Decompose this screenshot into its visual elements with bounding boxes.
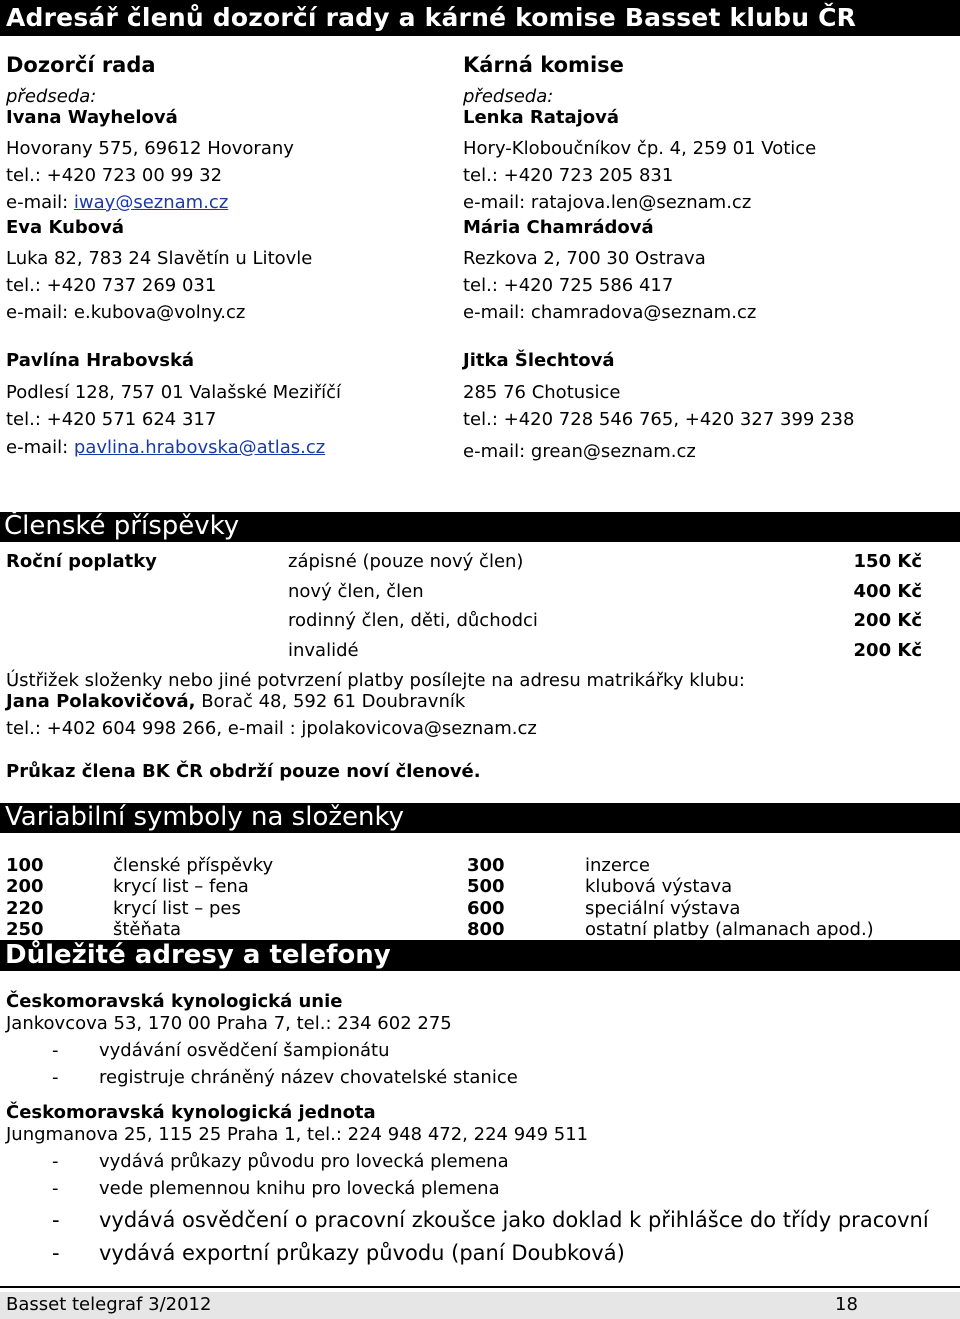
addresses-heading: Důležité adresy a telefony xyxy=(5,940,391,970)
page-title-text: Adresář členů dozorčí rady a kárné komise Basset klubu ČR xyxy=(6,3,857,32)
fee-price: 150 Kč xyxy=(853,551,922,572)
fees-note-address xyxy=(6,691,465,712)
org-cmku-item: vydávání osvědčení šampionátu xyxy=(99,1040,390,1061)
karna-member2-phone: tel.: +420 725 586 417 xyxy=(463,275,674,296)
registrar-address: Borač 48, 592 61 Doubravník xyxy=(195,691,466,712)
dozorci-chair-email-link[interactable]: iway@seznam.cz xyxy=(73,192,229,213)
vs-heading: Variabilní symboly na složenky xyxy=(5,802,405,832)
fees-note-contact: tel.: +402 604 998 266, e-mail : jpolakovicova@seznam.cz xyxy=(6,718,537,739)
org-cmkj-item: vydává osvědčení o pracovní zkoušce jako doklad k přihlášce do třídy pracovní xyxy=(99,1208,929,1232)
vs-code: 200 xyxy=(6,876,44,897)
org-cmkj-address: Jungmanova 25, 115 25 Praha 1, tel.: 224 948 472, 224 949 511 xyxy=(6,1124,589,1145)
dozorci-chair-name: Ivana Wayhelová xyxy=(6,107,178,128)
page-footer xyxy=(0,1292,960,1319)
karna-chair-label: předseda: xyxy=(463,86,554,107)
karna-member3-name: Jitka Šlechtová xyxy=(463,350,615,371)
org-cmkj-item: vede plemennou knihu pro lovecká plemena xyxy=(99,1178,500,1199)
dozorci-member3-name: Pavlína Hrabovská xyxy=(6,350,195,371)
fees-label: Roční poplatky xyxy=(6,551,157,572)
fees-note-payment: Ústřižek složenky nebo jiné potvrzení platby posílejte na adresu matrikářky klubu: xyxy=(6,670,745,691)
footer-publication: Basset telegraf 3/2012 xyxy=(6,1294,212,1315)
vs-code: 800 xyxy=(467,919,505,940)
org-cmkj-name: Českomoravská kynologická jednota xyxy=(6,1102,376,1123)
dozorci-heading: Dozorčí rada xyxy=(6,53,156,77)
fee-item: nový člen, člen xyxy=(288,581,424,602)
bullet-dash: - xyxy=(52,1241,60,1265)
karna-chair-name: Lenka Ratajová xyxy=(463,107,620,128)
dozorci-chair-address: Hovorany 575, 69612 Hovorany xyxy=(6,138,294,159)
bullet-dash: - xyxy=(52,1178,59,1199)
email-prefix: e-mail: xyxy=(6,437,74,458)
dozorci-member2-address: Luka 82, 783 24 Slavětín u Litovle xyxy=(6,248,313,269)
fee-price: 200 Kč xyxy=(853,640,922,661)
dozorci-member2-phone: tel.: +420 737 269 031 xyxy=(6,275,217,296)
vs-code: 100 xyxy=(6,855,44,876)
karna-heading: Kárná komise xyxy=(463,53,624,77)
karna-chair-email: e-mail: ratajova.len@seznam.cz xyxy=(463,192,752,213)
vs-label: členské příspěvky xyxy=(113,855,274,876)
vs-code: 220 xyxy=(6,898,44,919)
org-cmkj-item: vydává průkazy původu pro lovecká plemena xyxy=(99,1151,509,1172)
vs-label: krycí list – pes xyxy=(113,898,241,919)
footer-divider xyxy=(0,1286,960,1288)
dozorci-member3-address: Podlesí 128, 757 01 Valašské Meziříčí xyxy=(6,382,341,403)
fee-price: 200 Kč xyxy=(853,610,922,631)
vs-label: štěňata xyxy=(113,919,182,940)
vs-code: 600 xyxy=(467,898,505,919)
vs-label: ostatní platby (almanach apod.) xyxy=(585,919,874,940)
fee-price: 400 Kč xyxy=(853,581,922,602)
vs-label: klubová výstava xyxy=(585,876,733,897)
fee-item: zápisné (pouze nový člen) xyxy=(288,551,524,572)
karna-chair-address: Hory-Kloboučníkov čp. 4, 259 01 Votice xyxy=(463,138,817,159)
org-cmku-item: registruje chráněný název chovatelské stanice xyxy=(99,1067,518,1088)
vs-section-header xyxy=(0,803,960,833)
bullet-dash: - xyxy=(52,1040,59,1061)
org-cmku-address: Jankovcova 53, 170 00 Praha 7, tel.: 234 602 275 xyxy=(6,1013,452,1034)
karna-member3-address: 285 76 Chotusice xyxy=(463,382,621,403)
vs-label: krycí list – fena xyxy=(113,876,249,897)
dozorci-member3-email-row xyxy=(6,437,325,458)
bullet-dash: - xyxy=(52,1151,59,1172)
vs-code: 300 xyxy=(467,855,505,876)
addresses-section-header xyxy=(0,940,960,971)
org-cmkj-item: vydává exportní průkazy původu (paní Doubková) xyxy=(99,1241,625,1265)
fees-section-header xyxy=(0,512,960,542)
page-title xyxy=(0,0,960,36)
vs-code: 500 xyxy=(467,876,505,897)
karna-member3-phone: tel.: +420 728 546 765, +420 327 399 238 xyxy=(463,409,855,430)
karna-chair-phone: tel.: +420 723 205 831 xyxy=(463,165,674,186)
dozorci-member2-name: Eva Kubová xyxy=(6,217,125,238)
karna-member2-address: Rezkova 2, 700 30 Ostrava xyxy=(463,248,706,269)
dozorci-chair-phone: tel.: +420 723 00 99 32 xyxy=(6,165,223,186)
bullet-dash: - xyxy=(52,1067,59,1088)
vs-label: inzerce xyxy=(585,855,650,876)
karna-member2-email: e-mail: chamradova@seznam.cz xyxy=(463,302,757,323)
email-prefix: e-mail: xyxy=(6,192,74,213)
bullet-dash: - xyxy=(52,1208,60,1232)
dozorci-member2-email: e-mail: e.kubova@volny.cz xyxy=(6,302,246,323)
fees-heading: Členské příspěvky xyxy=(4,511,240,541)
registrar-name: Jana Polakovičová, xyxy=(6,691,196,712)
karna-member2-name: Mária Chamrádová xyxy=(463,217,654,238)
karna-member3-email: e-mail: grean@seznam.cz xyxy=(463,441,696,462)
dozorci-member3-email-link[interactable]: pavlina.hrabovska@atlas.cz xyxy=(73,437,326,458)
dozorci-chair-label: předseda: xyxy=(6,86,97,107)
dozorci-member3-phone: tel.: +420 571 624 317 xyxy=(6,409,217,430)
org-cmku-name: Českomoravská kynologická unie xyxy=(6,991,343,1012)
footer-page-number: 18 xyxy=(835,1294,858,1315)
fee-item: rodinný člen, děti, důchodci xyxy=(288,610,538,631)
vs-label: speciální výstava xyxy=(585,898,741,919)
fee-item: invalidé xyxy=(288,640,359,661)
vs-code: 250 xyxy=(6,919,44,940)
dozorci-chair-email-row xyxy=(6,192,228,213)
fees-note-card: Průkaz člena BK ČR obdrží pouze noví členové. xyxy=(6,761,481,782)
